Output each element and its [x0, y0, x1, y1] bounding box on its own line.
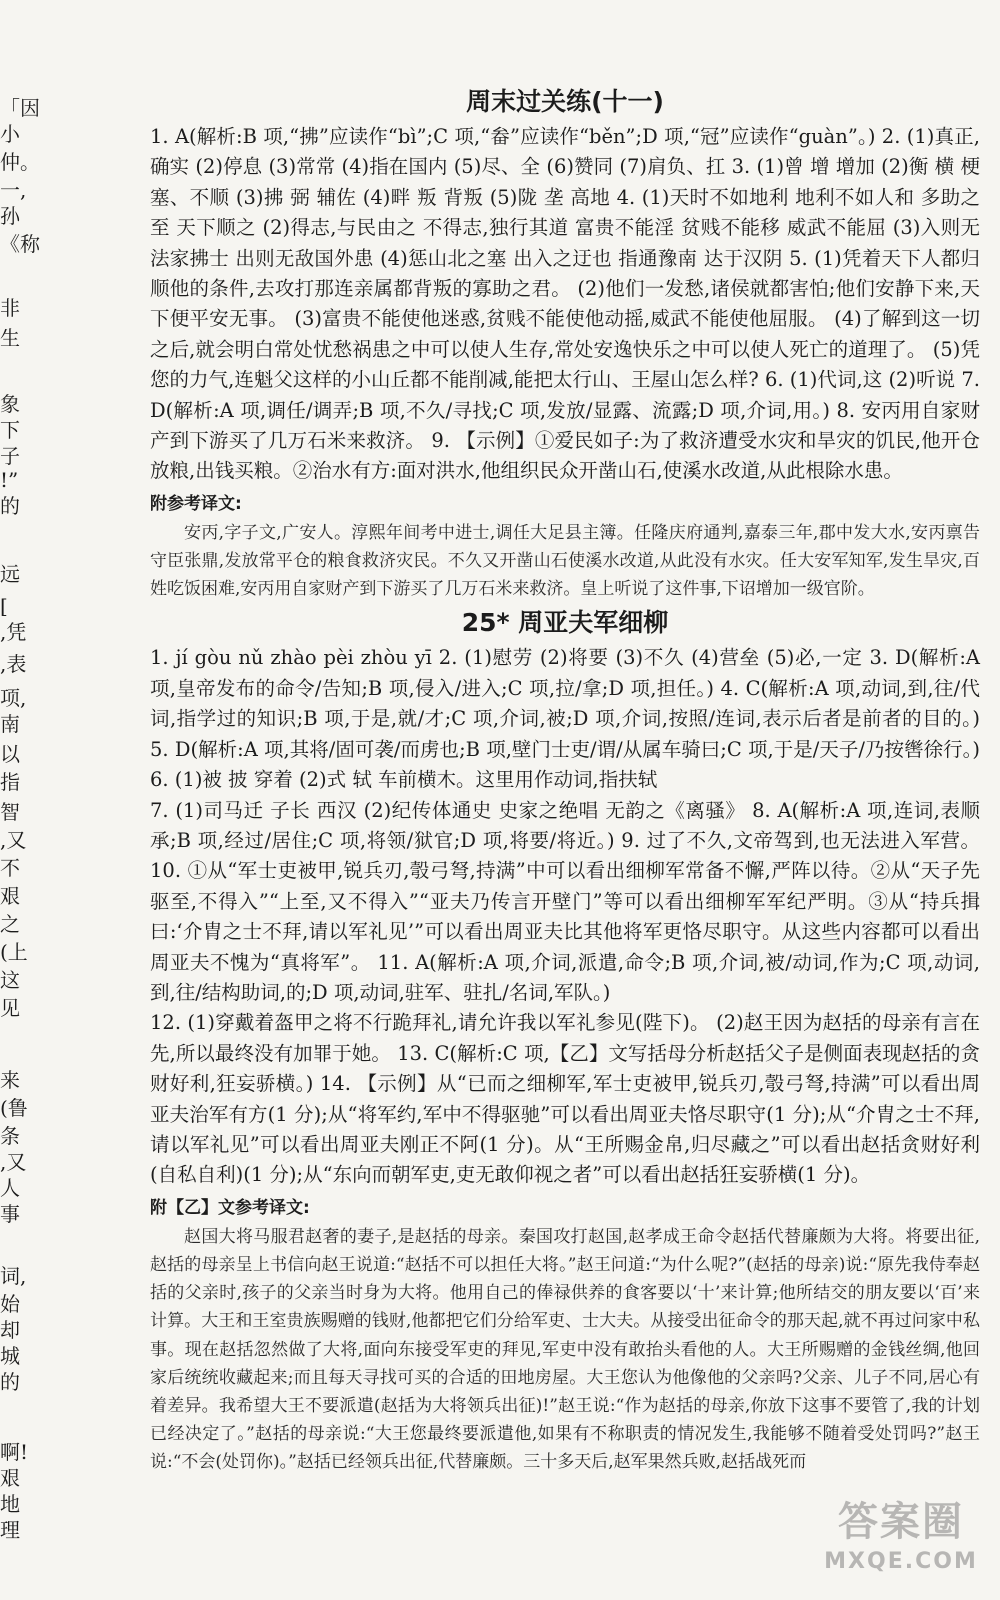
- margin-fragment: 远: [0, 562, 20, 586]
- watermark-logo: [816, 1496, 986, 1584]
- margin-fragment: ,又: [0, 828, 27, 852]
- margin-fragment: 始: [0, 1292, 20, 1316]
- margin-fragment: 项,: [0, 686, 27, 710]
- translation-heading: 附【乙】文参考译文:: [150, 1197, 310, 1218]
- margin-fragment: 啊!: [0, 1440, 29, 1464]
- margin-fragment: 指: [0, 770, 20, 794]
- answer-block: [150, 643, 980, 1190]
- margin-fragment: (上: [0, 940, 28, 964]
- margin-fragment: 小: [0, 122, 20, 146]
- margin-fragment: 《称: [0, 232, 40, 256]
- watermark-en: MXQE.COM: [824, 1549, 978, 1574]
- answer-page: [150, 86, 980, 1477]
- margin-fragment: 智: [0, 800, 20, 824]
- margin-fragment: 下: [0, 418, 20, 442]
- left-margin-fragments: [0, 0, 132, 1600]
- margin-fragment: ,又: [0, 1150, 27, 1174]
- margin-fragment: 之: [0, 912, 20, 936]
- margin-fragment: 生: [0, 326, 20, 350]
- margin-fragment: 来: [0, 1068, 20, 1092]
- margin-fragment: 子: [0, 444, 20, 468]
- margin-fragment: 一,: [0, 178, 27, 202]
- margin-fragment: 却: [0, 1318, 20, 1342]
- margin-fragment: 南: [0, 712, 20, 736]
- margin-fragment: 理: [0, 1518, 20, 1542]
- margin-fragment: 的: [0, 1370, 20, 1394]
- margin-fragment: ,表: [0, 652, 27, 676]
- section-title-lesson-25: 25* 周亚夫军细柳: [461, 608, 669, 638]
- section-title-weekend-review: 周末过关练(十一): [466, 87, 664, 116]
- margin-fragment: 这: [0, 968, 20, 992]
- margin-fragment: 艰: [0, 1466, 20, 1490]
- margin-fragment: 地: [0, 1492, 20, 1516]
- translation-heading: 附参考译文:: [150, 493, 242, 514]
- answer-paragraph: 7. (1)司马迁 子长 西汉 (2)纪传体通史 史家之绝唱 无韵之《离骚》 8. A(解析:A 项,连词,表顺承;B 项,经过/居住;C 项,将领/狱官;D 项,将要/将近。) 9. 过了不久,文帝驾到,也无法进入军营。 10. ①从“军士吏被甲,锐兵刃,彀弓弩,持满”中可以看出细柳军常备不懈,严阵以待。②从“天子先驱至,不得入”“上至,又不得入”“亚夫乃传言开壁门”等可以看出细柳军军纪严明。③从“持兵揖曰:‘介胄之士不拜,请以军礼见’”可以看出周亚夫比其他将军更恪尽职守。从这些内容都可以看出周亚夫不愧为“真将军”。 11. A(解析:A 项,介词,派遣,命令;B 项,介词,被/动词,作为;C 项,动词,到,往/结构助词,的;D 项,动词,驻军、驻扎/名词,军队。): [150, 798, 980, 1004]
- answer-paragraph: 12. (1)穿戴着盔甲之将不行跪拜礼,请允许我以军礼参见(陛下)。 (2)赵王因为赵括的母亲有言在先,所以最终没有加罪于她。 13. C(解析:C 项,【乙】文写括母分析赵括父子是侧面表现赵括的贪财好利,狂妄骄横。) 14. 【示例】从“已而之细柳军,军士吏被甲,锐兵刃,彀弓弩,持满”可以看出周亚夫治军有方(1 分);从“将军约,军中不得驱驰”可以看出周亚夫恪尽职守(1 分);从“介胄之士不拜,请以军礼见”可以看出周亚夫刚正不阿(1 分)。从“王所赐金帛,归尽藏之”可以看出赵括贪财好利(自私自利)(1 分);从“东向而朝军吏,吏无敢仰视之者”可以看出赵括狂妄骄横(1 分)。: [150, 1011, 980, 1187]
- margin-fragment: 事: [0, 1202, 20, 1226]
- margin-fragment: ,凭: [0, 620, 27, 644]
- margin-fragment: 城: [0, 1344, 20, 1368]
- translation-text: 赵国大将马服君赵奢的妻子,是赵括的母亲。秦国攻打赵国,赵孝成王命令赵括代替廉颇为大将。将要出征,赵括的母亲呈上书信向赵王说道:“赵括不可以担任大将。”赵王问道:“为什么呢?”(赵括的母亲)说:“原先我侍奉赵括的父亲时,孩子的父亲当时身为大将。他用自己的俸禄供养的食客要以‘十’来计算;他所结交的朋友要以‘百’来计算。大王和王室贵族赐赠的钱财,他都把它们分给军吏、士大夫。从接受出征命令的那天起,就不再过问家中私事。现在赵括忽然做了大将,面向东接受军吏的拜见,军吏中没有敢抬头看他的人。大王所赐赠的金钱丝绸,他回家后统统收藏起来;而且每天寻找可买的合适的田地房屋。大王您认为他像他的父亲吗?父亲、儿子不同,居心有着差异。我希望大王不要派遣(赵括为大将领兵出征)!”赵王说:“作为赵括的母亲,你放下这事不要管了,我的计划已经决定了。”赵括的母亲说:“大王您最终要派遣他,如果有不称职责的情况发生,我能够不随着受处罚吗?”赵王说:“不会(处罚你)。”赵括已经领兵出征,代替廉颇。三十多天后,赵军果然兵败,赵括战死而: [150, 1226, 980, 1473]
- margin-fragment: 不: [0, 856, 20, 880]
- margin-fragment: 仲。: [0, 150, 40, 174]
- margin-fragment: [: [0, 594, 8, 618]
- margin-fragment: 「因: [0, 96, 40, 120]
- answer-block: [150, 122, 980, 487]
- margin-fragment: 见: [0, 996, 20, 1020]
- watermark-cn: 答案圈: [838, 1499, 964, 1545]
- margin-fragment: 艰: [0, 884, 20, 908]
- margin-fragment: 非: [0, 296, 20, 320]
- margin-fragment: 词,: [0, 1264, 27, 1288]
- margin-fragment: 以: [0, 742, 20, 766]
- margin-fragment: (鲁: [0, 1096, 28, 1120]
- margin-fragment: 条: [0, 1124, 20, 1148]
- answer-paragraph: 1. A(解析:B 项,“拂”应读作“bì”;C 项,“畚”应读作“běn”;D 项,“冠”应读作“guàn”。) 2. (1)真正,确实 (2)停息 (3)常常 (4)指在国内 (5)尽、全 (6)赞同 (7)肩负、扛 3. (1)曾 增 增加 (2)衡 横 梗塞、不顺 (3)拂 弼 辅佐 (4)畔 叛 背叛 (5)陇 垄 高地 4. (1)天时不如地利 地利不如人和 多助之至 天下顺之 (2)得志,与民由之 不得志,独行其道 富贵不能淫 贫贱不能移 威武不能屈 (3)入则无法家拂士 出则无敌国外患 (4)惩山北之塞 出入之迂也 指通豫南 达于汉阴 5. (1)凭着天下人都归顺他的条件,去攻打那连亲属都背叛的寡助之君。 (2)他们一发愁,诸侯就都害怕;他们安静下来,天下便平安无事。 (3)富贵不能使他迷惑,贫贱不能使他动摇,威武不能使他屈服。 (4)了解到这一切之后,就会明白常处忧愁祸患之中可以使人生存,常处安逸快乐之中可以使人死亡的道理了。 (5)凭您的力气,连魁父这样的小山丘都不能削减,能把太行山、王屋山怎么样? 6. (1)代词,这 (2)听说 7. D(解析:A 项,调任/调弄;B 项,不久/寻找;C 项,发放/显露、流露;D 项,介词,用。) 8. 安丙用自家财产到下游买了几万石米来救济。 9. 【示例】①爱民如子:为了救济遭受水灾和旱灾的饥民,他开仓放粮,出钱买粮。②治水有方:面对洪水,他组织民众开凿山石,使溪水改道,从此根除水患。: [150, 125, 980, 483]
- margin-fragment: 孙: [0, 204, 20, 228]
- margin-fragment: 的: [0, 494, 20, 518]
- translation-text: 安丙,字子文,广安人。淳熙年间考中进士,调任大足县主簿。任隆庆府通判,嘉泰三年,郡中发大水,安丙禀告守臣张鼎,发放常平仓的粮食救济灾民。不久又开凿山石使溪水改道,从此没有水灾。任大安军知军,发生旱灾,百姓吃饭困难,安丙用自家财产到下游买了几万石米来救济。皇上听说了这件事,下诏增加一级官阶。: [150, 522, 980, 600]
- margin-fragment: 人: [0, 1176, 20, 1200]
- answer-paragraph: 1. jí gòu nǔ zhào pèi zhòu yī 2. (1)慰劳 (2)将要 (3)不久 (4)营垒 (5)必,一定 3. D(解析:A 项,皇帝发布的命令/告知;B 项,侵入/进入;C 项,拉/拿;D 项,担任。) 4. C(解析:A 项,动词,到,往/代词,指学过的知识;B 项,于是,就/才;C 项,介词,被;D 项,介词,按照/连词,表示后者是前者的目的。) 5. D(解析:A 项,其将/固可袭/而虏也;B 项,壁门士吏/谓/从属车骑曰;C 项,于是/天子/乃按辔徐行。) 6. (1)被 披 穿着 (2)式 轼 车前横木。这里用作动词,指扶轼: [150, 646, 980, 792]
- margin-fragment: 象: [0, 392, 20, 416]
- margin-fragment: !”: [0, 468, 19, 492]
